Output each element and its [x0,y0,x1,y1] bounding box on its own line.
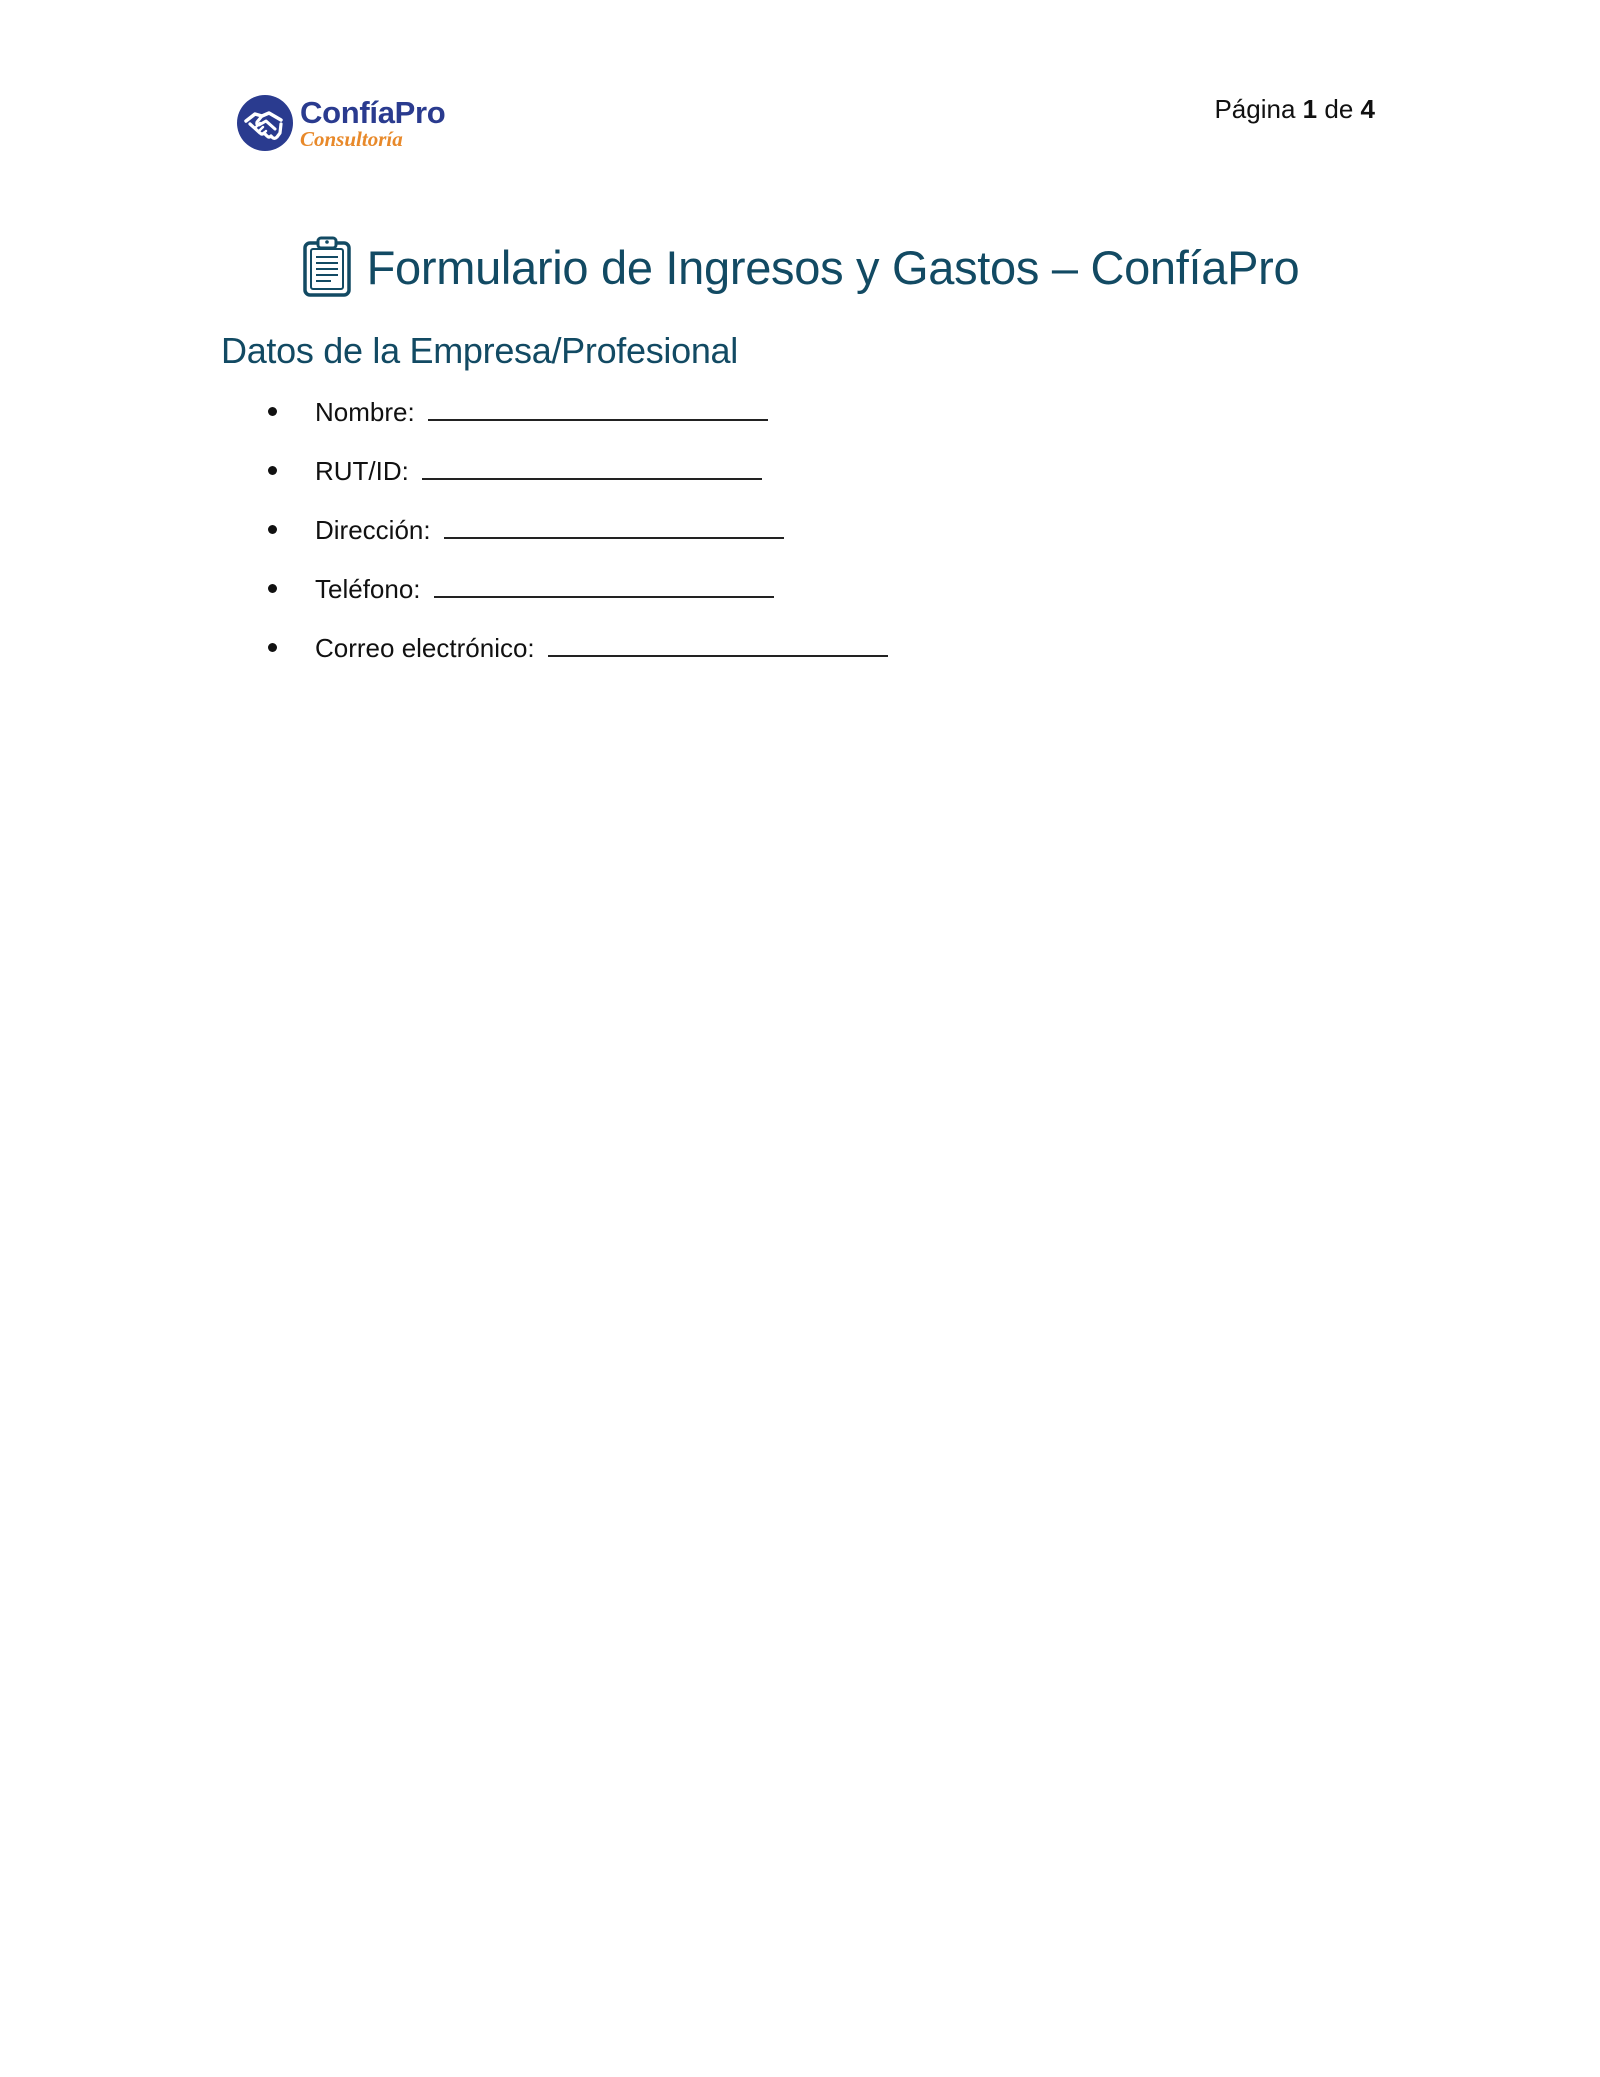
page-header [0,0,1600,170]
logo-wordmark [300,94,446,151]
page-current: 1 [1302,94,1318,124]
field-label: Correo electrónico: [315,633,535,663]
field-label: RUT/ID: [315,456,409,486]
list-item [0,627,1600,686]
field-direccion [315,509,784,550]
blank-input-line[interactable] [428,391,768,421]
company-logo [236,94,445,152]
page-number [1214,94,1375,125]
logo-tagline: Consultoría [300,126,403,151]
document-title-row [0,236,1600,298]
blank-input-line[interactable] [434,568,774,598]
blank-input-line[interactable] [548,627,888,657]
field-correo [315,627,888,668]
list-item [0,509,1600,568]
handshake-icon [236,94,294,152]
section-heading: Datos de la Empresa/Profesional [221,330,738,371]
page-separator: de [1324,94,1354,124]
blank-input-line[interactable] [444,509,784,539]
field-label: Nombre: [315,397,415,427]
document-title: Formulario de Ingresos y Gastos – ConfíaPro [366,240,1300,294]
list-item [0,568,1600,627]
bullet-icon [268,525,277,534]
page-total: 4 [1360,94,1375,124]
bullet-icon [268,643,277,652]
list-item [0,450,1600,509]
field-telefono [315,568,774,609]
field-rut-id [315,450,762,491]
bullet-icon [268,584,277,593]
list-item [0,391,1600,450]
field-nombre [315,391,768,432]
page-label: Página [1214,94,1296,124]
field-label: Dirección: [315,515,431,545]
company-fields-list [0,391,1600,686]
bullet-icon [268,407,277,416]
clipboard-icon [301,236,353,298]
field-label: Teléfono: [315,574,421,604]
logo-name: ConfíaPro [300,94,446,130]
blank-input-line[interactable] [422,450,762,480]
bullet-icon [268,466,277,475]
